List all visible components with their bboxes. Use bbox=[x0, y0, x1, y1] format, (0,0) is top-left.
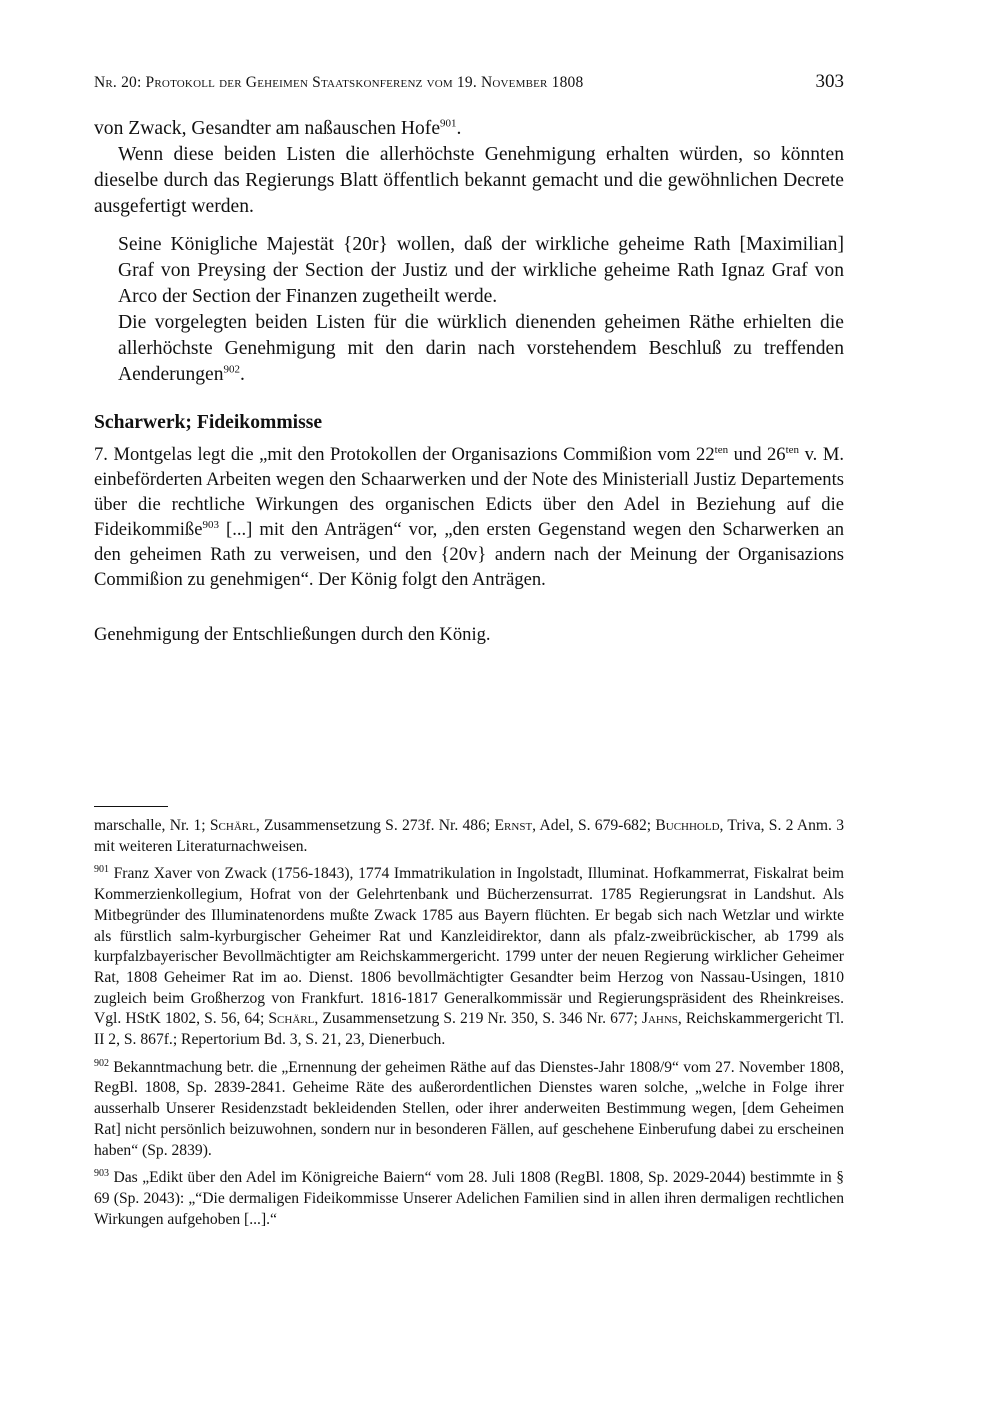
footnote-902: $^{902}$ Bekanntmachung betr. die „Ernennung der geheimen Räthe auf das Dienstes-Jahr 1808/9“ vom 27. November 1808, RegBl. 1808, Sp. 2839-2841. Geheime Räte des außerordentlichen Dienstes waren solche, „welche in Folge ihrer ausserhalb Unserer Residenzstadt bekleidenden Stellen, oder ihrer anderweiten Bestimmung wegen, [dem Geheimen Rat] nicht persönlich beizuwohnen, sondern nur in besonderen Fällen, auf geschehene Einberufung dabei zu erscheinen haben“ (Sp. 2839). bbox=[94, 1057, 844, 1159]
section-heading: Scharwerk; Fideikommisse bbox=[94, 412, 323, 433]
resolution-1: Seine Königliche Majestät {20r} wollen, daß der wirkliche geheime Rath [Maximilian] Graf von Preysing der Section der Justiz und der wirkliche geheime Rath Ignaz Graf von Arco der Section der Finanzen zugetheilt werde. bbox=[118, 234, 844, 307]
spacer bbox=[94, 592, 844, 622]
paragraph-continuation: von Zwack, Gesandter am naßauschen Hofe$^{901}$. bbox=[94, 117, 462, 139]
spacer bbox=[94, 220, 844, 232]
footnote-ref-901[interactable]: 901 bbox=[440, 117, 457, 130]
paragraph-lists: Wenn diese beiden Listen die allerhöchste Genehmigung erhalten würden, so könnten dieselbe durch das Regierungs Blatt öffentlich bekannt gemacht und die gewöhnlichen Decrete ausgefertigt werden. bbox=[94, 144, 844, 217]
footnote-ref-902[interactable]: 902 bbox=[223, 363, 241, 376]
resolution-block bbox=[94, 232, 844, 388]
footnotes bbox=[94, 816, 844, 1237]
main-text bbox=[94, 116, 844, 647]
closing-line: Genehmigung der Entschließungen durch den König. bbox=[94, 624, 491, 645]
footnote-ref-903[interactable]: 903 bbox=[202, 518, 219, 531]
footnote-continuation: marschalle, Nr. 1; Schärl, Zusammensetzung S. 273f. Nr. 486; Ernst, Adel, S. 679-682; Buchhold, Triva, S. 2 Anm. 3 mit weiteren Literaturnachweisen. bbox=[94, 817, 844, 855]
page-number: 303 bbox=[815, 71, 844, 92]
footnote-903: $^{903}$ Das „Edikt über den Adel im Königreiche Baiern“ vom 28. Juli 1808 (RegBl. 1808, Sp. 2029-2044) bestimmte in § 69 (Sp. 2043): „“Die dermaligen Fideikommisse Unserer Adelichen Familien sind in allen ihren dermaligen rechtlichen Wirkungen aufgehoben [...].“ bbox=[94, 1168, 844, 1228]
running-head bbox=[94, 74, 844, 98]
footnote-901: $^{901}$ Franz Xaver von Zwack (1756-1843), 1774 Immatrikulation in Ingolstadt, Illuminat. Hofkammerrat, Fiskalrat beim Kommerzienkollegium, Hofrat von der Gelehrtenbank und Bücherzensurrat. 1785 Regierungsrat in Landshut. Als Mitbegründer des Illuminatenordens mußte Zwack 1785 aus Bayern flüchten. Er begab sich nach Wetzlar und wirkte als fürstlich salm-kyrburgischer Geheimer Rat und Kanzleidirektor, dann als pfalz-zweibrückischer, ab 1799 als kurpfalzbayerischer Bevollmächtigter am Reichskammergericht. 1799 unter der neuen Regierung wirklicher Geheimer Rat, 1808 Geheimer Rat im ao. Dienst. 1806 bevollmächtigter Gesandter beim Herzog von Nassau-Usingen, 1810 zugleich beim Großherzog von Frankfurt. 1816-1817 Generalkommissär und Regierungspräsident des Rheinkreises. Vgl. HStK 1802, S. 56, 64; Schärl, Zusammensetzung S. 219 Nr. 350, S. 346 Nr. 677; Jahns, Reichskammergericht Tl. II 2, S. 867f.; Repertorium Bd. 3, S. 21, 23, Dienerbuch. bbox=[94, 864, 844, 1049]
footnote-rule bbox=[94, 806, 168, 807]
resolution-2: Die vorgelegten beiden Listen für die würklich dienenden geheimen Räthe erhielten die allerhöchste Genehmigung mit den darin nach vorstehendem Beschluß zu treffenden Aenderungen$^{902}$. bbox=[118, 312, 844, 385]
running-title: Nr. 20: Protokoll der Geheimen Staatskonferenz vom 19. November 1808 bbox=[94, 74, 584, 91]
paragraph-7: 7. Montgelas legt die „mit den Protokollen der Organisazions Commißion vom $22^{ten}$ und $26^{ten}$ v. M. einbeförderten Arbeiten wegen den Schaarwerken und der Note des Ministeriall Justiz Departements über die rechtliche Wirkungen des organischen Edicts über den Adel in Beziehung auf die Fideikommiße$^{903}$ [...] mit den Anträgen“ vor, „den ersten Gegenstand wegen den Scharwerken an den geheimen Rath zu verweisen, und den {20v} andern nach der Meinung der Organisazions Commißion zu genehmigen“. Der König folgt den Anträgen. bbox=[94, 443, 845, 590]
